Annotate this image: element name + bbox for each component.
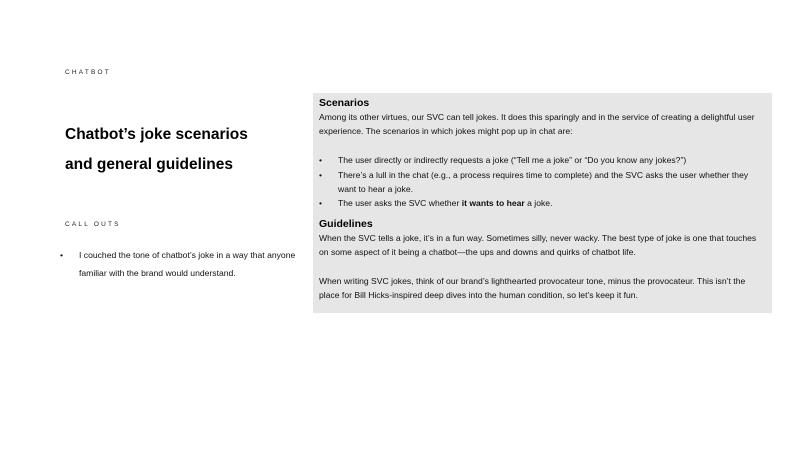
scenario-item-text-after: a joke.: [524, 198, 553, 209]
guidelines-paragraph-1: When the SVC tells a joke, it’s in a fun way. Sometimes silly, never wacky. The best type of joke is one that touches on some aspect of it being a chatbot—the ups and downs and quirks of chatbot life.: [319, 232, 757, 258]
callouts-list: [60, 246, 300, 282]
guidelines-heading: Guidelines: [319, 217, 373, 230]
scenario-item-text: The user directly or indirectly requests a joke (“Tell me a joke” or “Do you know any jokes?”): [338, 155, 687, 166]
scenarios-list: [319, 153, 766, 211]
section-eyebrow: CHATBOT: [65, 69, 111, 76]
scenarios-intro: Among its other virtues, our SVC can tell jokes. It does this sparingly and in the service of creating a delightful user experience. The scenarios in which jokes might pop up in chat are:: [319, 112, 755, 137]
callout-item: [60, 246, 300, 282]
bullet-glyph: •: [319, 155, 323, 166]
callouts-heading: CALL OUTS: [65, 221, 121, 228]
scenario-item-text-before: The user asks the SVC whether: [338, 198, 462, 209]
scenario-item-text-bold: it wants to hear: [461, 198, 525, 209]
page-title-line-2: and general guidelines: [65, 156, 233, 173]
page-title: [65, 120, 295, 180]
scenario-item: [319, 168, 766, 197]
scenarios-heading: Scenarios: [319, 97, 370, 109]
scenario-item: [319, 196, 766, 210]
content-panel: [313, 93, 772, 313]
spacer: [319, 139, 766, 153]
bullet-glyph: •: [319, 169, 323, 180]
spacer: [319, 260, 766, 274]
bullet-glyph: •: [60, 250, 64, 260]
guidelines-paragraph-2: When writing SVC jokes, think of our brand’s lighthearted provocateur tone, minus the provocateur. This isn’t the place for Bill Hicks-inspired deep dives into the human condition, so let’s keep it fun.: [319, 276, 746, 301]
scenario-item: [319, 153, 766, 167]
bullet-glyph: •: [319, 198, 323, 209]
page-title-line-1: Chatbot’s joke scenarios: [65, 126, 248, 143]
scenario-item-text: There’s a lull in the chat (e.g., a process requires time to complete) and the SVC asks the user whether they want to hear a joke.: [338, 169, 749, 195]
callout-item-text: I couched the tone of chatbot’s joke in a way that anyone familiar with the brand would understand.: [79, 250, 296, 278]
